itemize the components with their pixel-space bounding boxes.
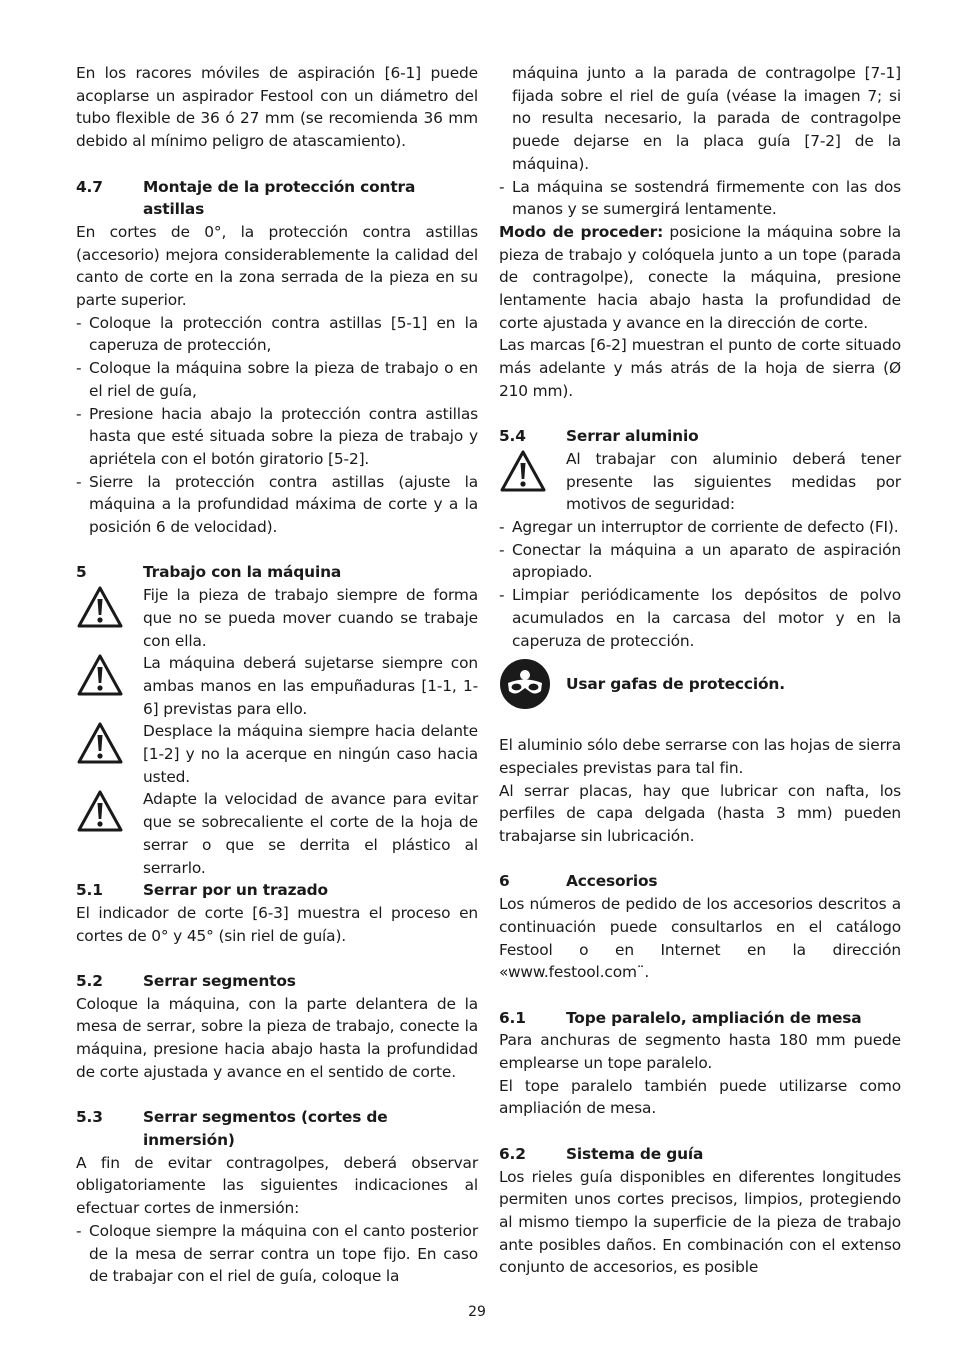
warning-triangle-icon: [76, 788, 143, 834]
section-number: 6.1: [499, 1008, 526, 1027]
list-item: - La máquina se sostendrá firmemente con las dos manos y se sumergirá lentamente.: [499, 177, 901, 219]
list-item: - Conectar la máquina a un aparato de aspiración apropiado.: [499, 540, 901, 582]
section-heading-5-2: [76, 970, 478, 993]
section-title: Serrar segmentos (cortes de inmersión): [143, 1108, 388, 1149]
goggles-block: [499, 652, 901, 716]
section-number: 6: [499, 872, 510, 891]
list-item: - Coloque siempre la máquina con el canto posterior de la mesa de serrar contra un tope fijo. En caso de trabajar con el riel de guía, coloque la: [76, 1221, 478, 1286]
section-heading-6-2: [499, 1143, 901, 1166]
right-column: [499, 62, 901, 1279]
warning-block: Al trabajar con aluminio deberá tener presente las siguientes medidas por motivos de seguridad:: [499, 448, 901, 516]
warning-triangle-icon: [499, 448, 566, 494]
section-title: Tope paralelo, ampliación de mesa: [566, 1008, 862, 1027]
list-item: - Agregar un interruptor de corriente de defecto (FI).: [499, 518, 899, 537]
list-item-continued: máquina junto a la parada de contragolpe [7-1] fijada sobre el riel de guía (véase la imagen 7; si no resulta necesario, la parada de contragolpe puede dejarse en la placa guía [7-2] de la máquina).: [512, 64, 901, 173]
section-heading-4-7: [76, 176, 478, 221]
section-number: 5.1: [76, 881, 103, 900]
list-item: - Coloque la protección contra astillas [5-1] en la caperuza de protección,: [76, 313, 478, 355]
section-title: Serrar aluminio: [566, 427, 699, 446]
marks-paragraph: Las marcas [6-2] muestran el punto de corte situado más adelante y más atrás de la hoja de sierra (Ø 210 mm).: [499, 336, 901, 400]
warning-triangle-icon: [76, 652, 143, 698]
section-title: Serrar por un trazado: [143, 881, 328, 900]
warning-triangle-icon: [76, 720, 143, 766]
section-heading-6-1: [499, 1007, 901, 1030]
section-number: 5: [76, 563, 87, 582]
page-number: 29: [468, 1304, 486, 1320]
section-heading-5-1: [76, 879, 478, 902]
procedure-paragraph: [499, 221, 901, 335]
section-text: Los números de pedido de los accesorios descritos a continuación puede consultarlos en el catálogo Festool o en Internet en la dirección «www.festool.com¨.: [499, 895, 901, 982]
section-text: Al serrar placas, hay que lubricar con nafta, los perfiles de capa delgada (hasta 3 mm) pueden trabajarse sin lubricación.: [499, 781, 901, 846]
section-text: El aluminio sólo debe serrarse con las hojas de sierra especiales previstas para tal fin.: [499, 736, 901, 777]
list-item: - Sierre la protección contra astillas (ajuste la máquina a la profundidad máxima de corte y a la posición 6 de velocidad).: [76, 472, 478, 537]
section-heading-5-4: [499, 425, 901, 448]
section-text: Los rieles guía disponibles en diferentes longitudes permiten unos cortes precisos, limpios, protegiendo al mismo tiempo la superficie de la pieza de trabajo ante posibles daños. En combinación con el extenso conjunto de accesorios, es posible: [499, 1167, 901, 1277]
warning-block: Fije la pieza de trabajo siempre de forma que no se pueda mover cuando se trabaje con ella.: [76, 584, 478, 652]
list-item: - Limpiar periódicamente los depósitos de polvo acumulados en la carcasa del motor y en la caperuza de protección.: [499, 586, 901, 650]
intro-paragraph: En los racores móviles de aspiración [6-1] puede acoplarse un aspirador Festool con un diámetro del tubo flexible de 36 ó 27 mm (se recomienda 36 mm debido al mínimo peligro de atascamiento).: [76, 64, 478, 151]
section-text: El tope paralelo también puede utilizarse como ampliación de mesa.: [499, 1076, 901, 1118]
section-text: En cortes de 0°, la protección contra astillas (accesorio) mejora considerablemente la calidad del canto de corte en la zona serrada de la pieza en su parte superior.: [76, 222, 478, 310]
warning-block: Desplace la máquina siempre hacia delante [1-2] y no la acerque en ningún caso hacia usted.: [76, 720, 478, 788]
section-text: Coloque la máquina, con la parte delantera de la mesa de serrar, sobre la pieza de trabajo, conecte la máquina, presione hacia abajo hasta la profundidad de corte ajustada y avance en el sentido de corte.: [76, 994, 478, 1081]
section-heading-5-3: [76, 1106, 478, 1151]
section-number: 5.3: [76, 1108, 103, 1127]
section-number: 6.2: [499, 1144, 526, 1163]
procedure-text: posicione la máquina sobre la pieza de trabajo y colóquela junto a un tope (parada de contragolpe), conecte la máquina, presione lentamente hacia abajo hasta la profundidad de corte ajustada y avance en la dirección de corte.: [499, 222, 901, 332]
list-item: - Coloque la máquina sobre la pieza de trabajo o en el riel de guía,: [76, 359, 478, 400]
warning-block: La máquina deberá sujetarse siempre con ambas manos en las empuñaduras [1-1, 1-6] previstas para ello.: [76, 652, 478, 720]
procedure-label: Modo de proceder:: [499, 222, 664, 241]
section-title: Serrar segmentos: [143, 972, 296, 991]
section-title: Accesorios: [566, 872, 658, 891]
section-text: A fin de evitar contragolpes, deberá observar obligatoriamente las siguientes indicaciones al efectuar cortes de inmersión:: [76, 1153, 478, 1218]
warning-triangle-icon: [76, 584, 143, 630]
section-number: 5.4: [499, 427, 526, 446]
section-title: Trabajo con la máquina: [143, 563, 342, 582]
list-item: - Presione hacia abajo la protección contra astillas hasta que esté situada sobre la pieza de trabajo y apriétela con el botón giratorio [5-2].: [76, 404, 478, 468]
safety-goggles-icon: [499, 658, 566, 710]
section-text: Para anchuras de segmento hasta 180 mm puede emplearse un tope paralelo.: [499, 1031, 901, 1073]
warning-block: Adapte la velocidad de avance para evitar que se sobrecaliente el corte de la hoja de serrar o que se derrita el plástico al serrarlo.: [76, 788, 478, 879]
section-number: 5.2: [76, 972, 103, 991]
goggles-text: Usar gafas de protección.: [566, 674, 785, 693]
left-column: [76, 62, 478, 1288]
section-number: 4.7: [76, 177, 103, 196]
section-heading-6: [499, 870, 901, 893]
section-title: Sistema de guía: [566, 1144, 704, 1163]
section-heading-5: [76, 561, 478, 584]
section-title: Montaje de la protección contra astillas: [143, 177, 416, 219]
section-text: El indicador de corte [6-3] muestra el proceso en cortes de 0° y 45° (sin riel de guía).: [76, 903, 478, 945]
